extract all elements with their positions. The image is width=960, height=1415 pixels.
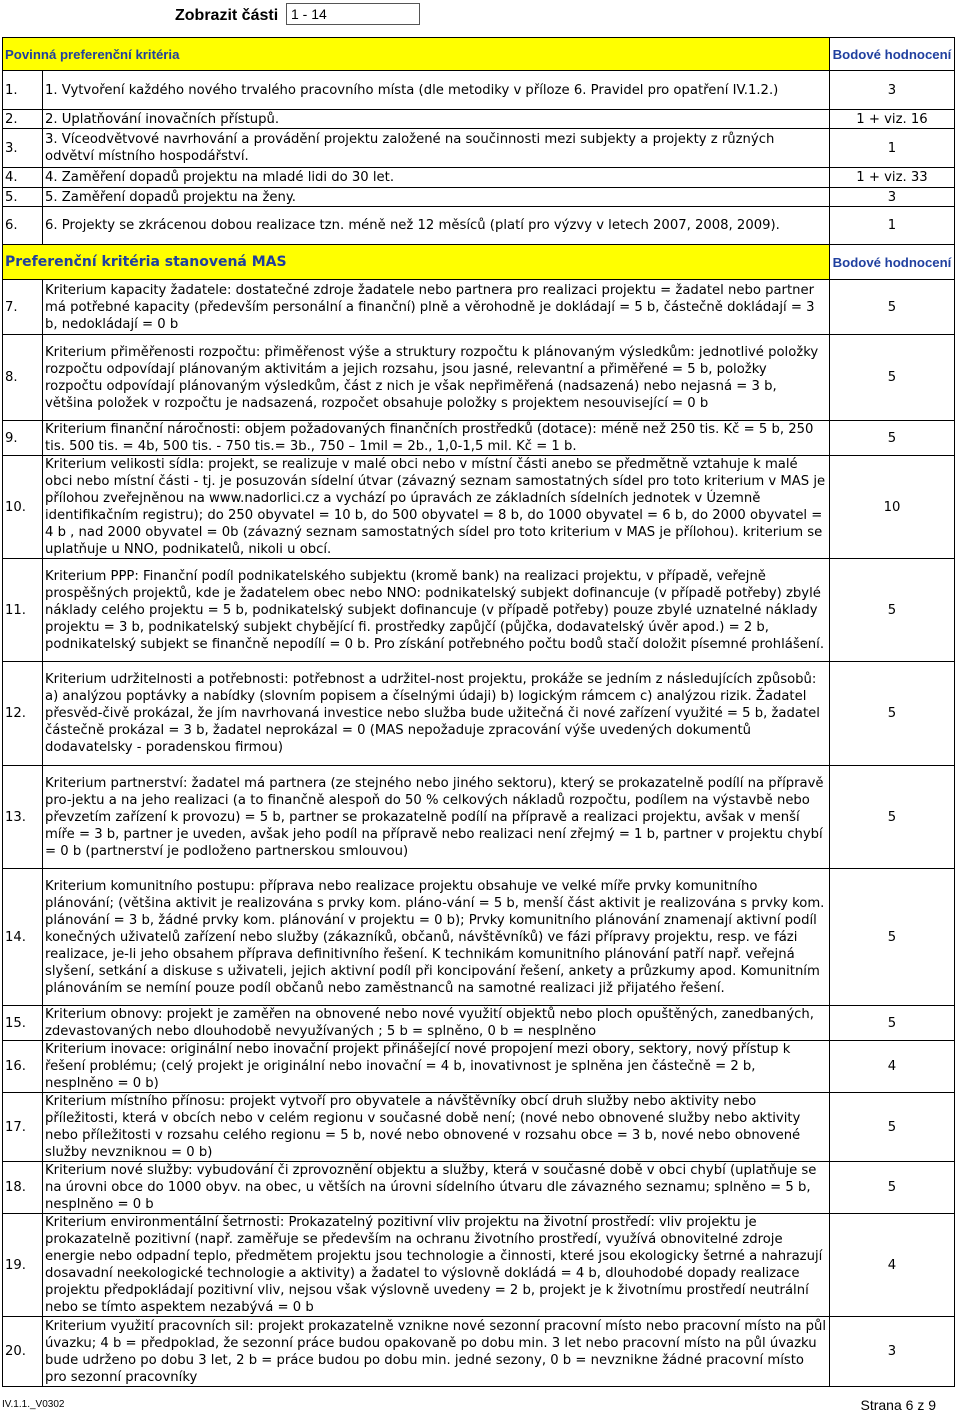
criterion-points: 5 [830, 766, 955, 869]
criterion-row [3, 335, 955, 421]
section-title: Preferenční kritéria stanovená MAS [3, 245, 830, 280]
criterion-text: Kriterium nové služby: vybudování či zprovoznění objektu a služby, která v současné době v obci chybí (uplatňuje se na úrovni obce do 1000 obyv. na obec, u větších na úrovni sídelního útvaru dle závazného seznamu; splněno = 5 b, nesplněno = 0 b [43, 1162, 830, 1214]
criterion-text: Kriterium partnerství: žadatel má partnera (ze stejného nebo jiného sektoru), který se prokazatelně podílí na přípravě pro-jektu a na jeho realizaci (a to finančně alespoň do 50 % celkových nákladů rozpočtu, podílem na výstavbě nebo převzetím zařízení k provozu) = 5 b, partner se prokazatelně podílí na přípravě a realizaci projektu, avšak v menší míře = 3 b, partner je uveden, avšak jeho podíl na přípravě nebo realizaci není zřejmý = 1 b, partner v projektu chybí = 0 b (partnerství je podloženo partnerskou smlouvou) [43, 766, 830, 869]
criterion-number: 6. [3, 207, 43, 245]
points-column-header: Bodové hodnocení [830, 38, 955, 71]
criterion-row [3, 662, 955, 766]
criterion-text: Kriterium místního přínosu: projekt vytvoří pro obyvatele a návštěvníky obcí druh služby nebo aktivity nebo příležitosti, která v obcích nebo v celém regionu v současné době není; (nové nebo obnovené služby nebo aktivity nebo příležitosti v rozsahu celého regionu = 5 b, nové nebo obnovené v rozsahu obce = 3 b, nové nebo obnovené služby nevzniknou = 0 b) [43, 1093, 830, 1162]
top-bar [0, 2, 960, 30]
criterion-points: 5 [830, 421, 955, 456]
criterion-row [3, 421, 955, 456]
criterion-row [3, 1317, 955, 1387]
criterion-number: 18. [3, 1162, 43, 1214]
criterion-points: 5 [830, 869, 955, 1006]
criterion-row [3, 207, 955, 245]
criterion-number: 9. [3, 421, 43, 456]
show-parts-input[interactable]: 1 - 14 [286, 3, 420, 25]
criterion-text: Kriterium udržitelnosti a potřebnosti: potřebnost a udržitel-nost projektu, prokáže se jedním z následujících způsobů: a) analýzou poptávky a nabídky (slovním popisem a číselnými údaji) b) logickým rámcem c) analýzou rizik. Žadatel přesvěd-čivě prokázal, že jím navrhovaná investice nebo služba bude užitečná či nové zařízení využité = 5 b, žadatel částečně prokázal = 3 b, žadatel neprokázal = 0 (MAS nepožaduje zpracování výše uvedených dokumentů dodavatelsky - poradenskou firmou) [43, 662, 830, 766]
criterion-number: 2. [3, 110, 43, 129]
criterion-number: 5. [3, 188, 43, 207]
criterion-row [3, 71, 955, 110]
criterion-points: 5 [830, 1162, 955, 1214]
criterion-points: 5 [830, 335, 955, 421]
criterion-points: 4 [830, 1041, 955, 1093]
criterion-text: Kriterium inovace: originální nebo inovační projekt přinášející nové propojení mezi obory, sektory, nový přístup k řešení problému; (celý projekt je originální nebo inovační = 4 b, inovativnost je splněna jen částečně = 2 b, nesplněno = 0 b) [43, 1041, 830, 1093]
criterion-text: 1. Vytvoření každého nového trvalého pracovního místa (dle metodiky v příloze 6. Pravidel pro opatření IV.1.2.) [43, 71, 830, 110]
criterion-row [3, 110, 955, 129]
criterion-row [3, 869, 955, 1006]
section-title: Povinná preferenční kritéria [3, 38, 830, 71]
criterion-number: 7. [3, 280, 43, 335]
page-footer [0, 1399, 960, 1415]
criterion-number: 15. [3, 1006, 43, 1041]
criterion-points: 10 [830, 456, 955, 559]
criterion-number: 3. [3, 129, 43, 168]
criterion-row [3, 1006, 955, 1041]
criterion-row [3, 1214, 955, 1317]
criterion-row [3, 559, 955, 662]
criterion-number: 13. [3, 766, 43, 869]
criterion-text: 4. Zaměření dopadů projektu na mladé lidi do 30 let. [43, 168, 830, 188]
criterion-row [3, 1041, 955, 1093]
criterion-text: Kriterium komunitního postupu: příprava nebo realizace projektu obsahuje ve velké míře prvky komunitního plánování; (většina aktivit je realizována s prvky kom. pláno-vání = 5 b, menší část aktivit je realizována s prvky kom. plánování = 3 b, žádné prvky kom. plánování v projektu = 0 b); Prvky komunitního plánování znamenají aktivní podíl konečných uživatelů zařízení nebo služby (zákazníků, občanů, návštěvníků) ve fázi přípravy projektu, resp. ve fázi realizace, je-li jeho obsahem příprava definitivního řešení. K technikám komunitního plánování patří např. veřejná slyšení, setkání a diskuse s uživateli, jejich aktivní podíl při koncipování řešení, ankety a průzkumy apod. Komunitním plánováním se nemíní pouze podíl občanů nebo zaměstnanců na samotné realizaci již přijatého řešení. [43, 869, 830, 1006]
criterion-text: Kriterium přiměřenosti rozpočtu: přiměřenost výše a struktury rozpočtu k plánovaným výsledkům: jednotlivé položky rozpočtu odpovídají plánovaným aktivitám a jejich rozsahu, jsou jasné, relevantní a přiměřené = 5 b, položky rozpočtu odpovídají plánovaným výsledkům, část z nich je však nepřiměřená (nadsazená) nebo nejasná = 3 b, většina položek v rozpočtu je nadsazená, rozpočet obsahuje položky s projektem nesouvisející = 0 b [43, 335, 830, 421]
criterion-row [3, 168, 955, 188]
criterion-text: 2. Uplatňování inovačních přístupů. [43, 110, 830, 129]
criterion-number: 11. [3, 559, 43, 662]
criterion-points: 5 [830, 559, 955, 662]
criterion-points: 5 [830, 662, 955, 766]
criterion-row [3, 1162, 955, 1214]
criterion-points: 5 [830, 280, 955, 335]
criterion-number: 20. [3, 1317, 43, 1387]
criterion-points: 3 [830, 188, 955, 207]
section1-header-row [3, 38, 955, 71]
document-code: IV.1.1._V0302 [2, 1399, 65, 1410]
criterion-text: Kriterium kapacity žadatele: dostatečné zdroje žadatele nebo partnera pro realizaci projektu = žadatel nebo partner má potřebné kapacity (především personální a finanční) plně a věrohodně je dokládají = 5 b, částečně dokládají = 3 b, nedokládají = 0 b [43, 280, 830, 335]
criterion-row [3, 1093, 955, 1162]
criterion-points: 3 [830, 1317, 955, 1387]
criterion-text: 3. Víceodvětvové navrhování a provádění projektu založené na součinnosti mezi subjekty a projekty z různých odvětví místního hospodářství. [43, 129, 830, 168]
section2-header-row [3, 245, 955, 280]
criterion-number: 14. [3, 869, 43, 1006]
criterion-row [3, 280, 955, 335]
criterion-points: 5 [830, 1093, 955, 1162]
criterion-text: 5. Zaměření dopadů projektu na ženy. [43, 188, 830, 207]
criterion-points: 1 + viz. 16 [830, 110, 955, 129]
criterion-row [3, 766, 955, 869]
criterion-number: 1. [3, 71, 43, 110]
criterion-text: Kriterium PPP: Finanční podíl podnikatelského subjektu (kromě bank) na realizaci projektu, v případě, veřejně prospěšných projektů, kde je žadatelem obec nebo NNO: podnikatelský subjekt dofinancuje (v případě potřeby) zbylé náklady celého projektu = 5 b, podnikatelský subjekt dofinancuje (v případě potřeby) pouze zbylé uznatelné náklady projektu = 3 b, podnikatelský subjekt chybějící fi. prostředky zapůjčí (půjčka, dodavatelský úvěr apod.) = 2 b, podnikatelský subjekt se finančně nepodílí = 0 b. Pro získání potřebného počtu bodů stačí doložit písemné prohlášení. [43, 559, 830, 662]
criterion-number: 19. [3, 1214, 43, 1317]
criterion-row [3, 456, 955, 559]
criterion-text: Kriterium finanční náročnosti: objem požadovaných finančních prostředků (dotace): méně než 250 tis. Kč = 5 b, 250 tis. 500 tis. = 4b, 500 tis. - 750 tis.= 3b., 750 – 1mil = 2b., 1,0-1,5 mil. Kč = 1 b. [43, 421, 830, 456]
criterion-points: 4 [830, 1214, 955, 1317]
criterion-number: 10. [3, 456, 43, 559]
criterion-number: 12. [3, 662, 43, 766]
criterion-points: 5 [830, 1006, 955, 1041]
criterion-points: 1 + viz. 33 [830, 168, 955, 188]
page-number: Strana 6 z 9 [860, 1397, 936, 1413]
criterion-text: Kriterium environmentální šetrnosti: Prokazatelný pozitivní vliv projektu na životní prostředí: vliv projektu je prokazatelně pozitivní (např. zaměřuje se především na ochranu životního prostředí, využívá obnovitelné zdroje energie nebo odpadní teplo, předmětem projektu jsou technologie a činnosti, které jsou ekologicky šetrné a nahrazují dosavadní neekologické technologie a aktivity) a žadatel to výslovně dokládá = 4 b, dlouhodobé dopady realizace projektu předpokládají pozitivní vliv, nejsou však výslovně uvedeny = 2 b, projekt je k životnímu prostředí neutrální nebo se tímto aspektem nezabývá = 0 b [43, 1214, 830, 1317]
criterion-text: 6. Projekty se zkrácenou dobou realizace tzn. méně než 12 měsíců (platí pro výzvy v letech 2007, 2008, 2009). [43, 207, 830, 245]
criterion-text: Kriterium využití pracovních sil: projekt prokazatelně vznikne nové sezonní pracovní místo nebo pracovní místo na půl úvazku; 4 b = předpoklad, že sezonní práce budou opakovaně po dobu min. 3 let nebo pracovní místo na půl úvazku bude udrženo po dobu 3 let, 2 b = práce budou po dobu min. jedné sezony, 0 b = nevzniknе žádné pracovní místo pro sezonní pracovníky [43, 1317, 830, 1387]
criterion-number: 16. [3, 1041, 43, 1093]
criterion-points: 1 [830, 129, 955, 168]
criterion-number: 4. [3, 168, 43, 188]
criterion-points: 1 [830, 207, 955, 245]
criteria-table [2, 37, 955, 1387]
criterion-number: 8. [3, 335, 43, 421]
criterion-row [3, 188, 955, 207]
criterion-points: 3 [830, 71, 955, 110]
criterion-text: Kriterium velikosti sídla: projekt, se realizuje v malé obci nebo v místní části anebo se předmětně vztahuje k malé obci nebo místní části - tj. je posuzován sídelní útvar (závazný seznam samostatných sídel pro toto kriterium v MAS je přílohou zveřejněnou na www.nadorlici.cz a vychází po úpravách ze základních sídelních jednotek v Územně identifikačním registru); do 250 obyvatel = 10 b, do 500 obyvatel = 8 b, do 1000 obyvatel = 6 b, do 2000 obyvatel = 4 b , nad 2000 obyvatel = 0b (závazný seznam samostatných sídel pro toto kriterium v MAS je přílohou). kriterium se uplatňuje u NNO, podnikatelů, nikoli u obcí. [43, 456, 830, 559]
show-parts-label: Zobrazit části [175, 7, 279, 24]
criterion-row [3, 129, 955, 168]
points-column-header: Bodové hodnocení [830, 245, 955, 280]
criterion-text: Kriterium obnovy: projekt je zaměřen na obnovené nebo nové využití objektů nebo ploch opuštěných, zanedbaných, zdevastovaných nebo dlouhodobě nevyužívaných ; 5 b = splněno, 0 b = nesplněno [43, 1006, 830, 1041]
criterion-number: 17. [3, 1093, 43, 1162]
